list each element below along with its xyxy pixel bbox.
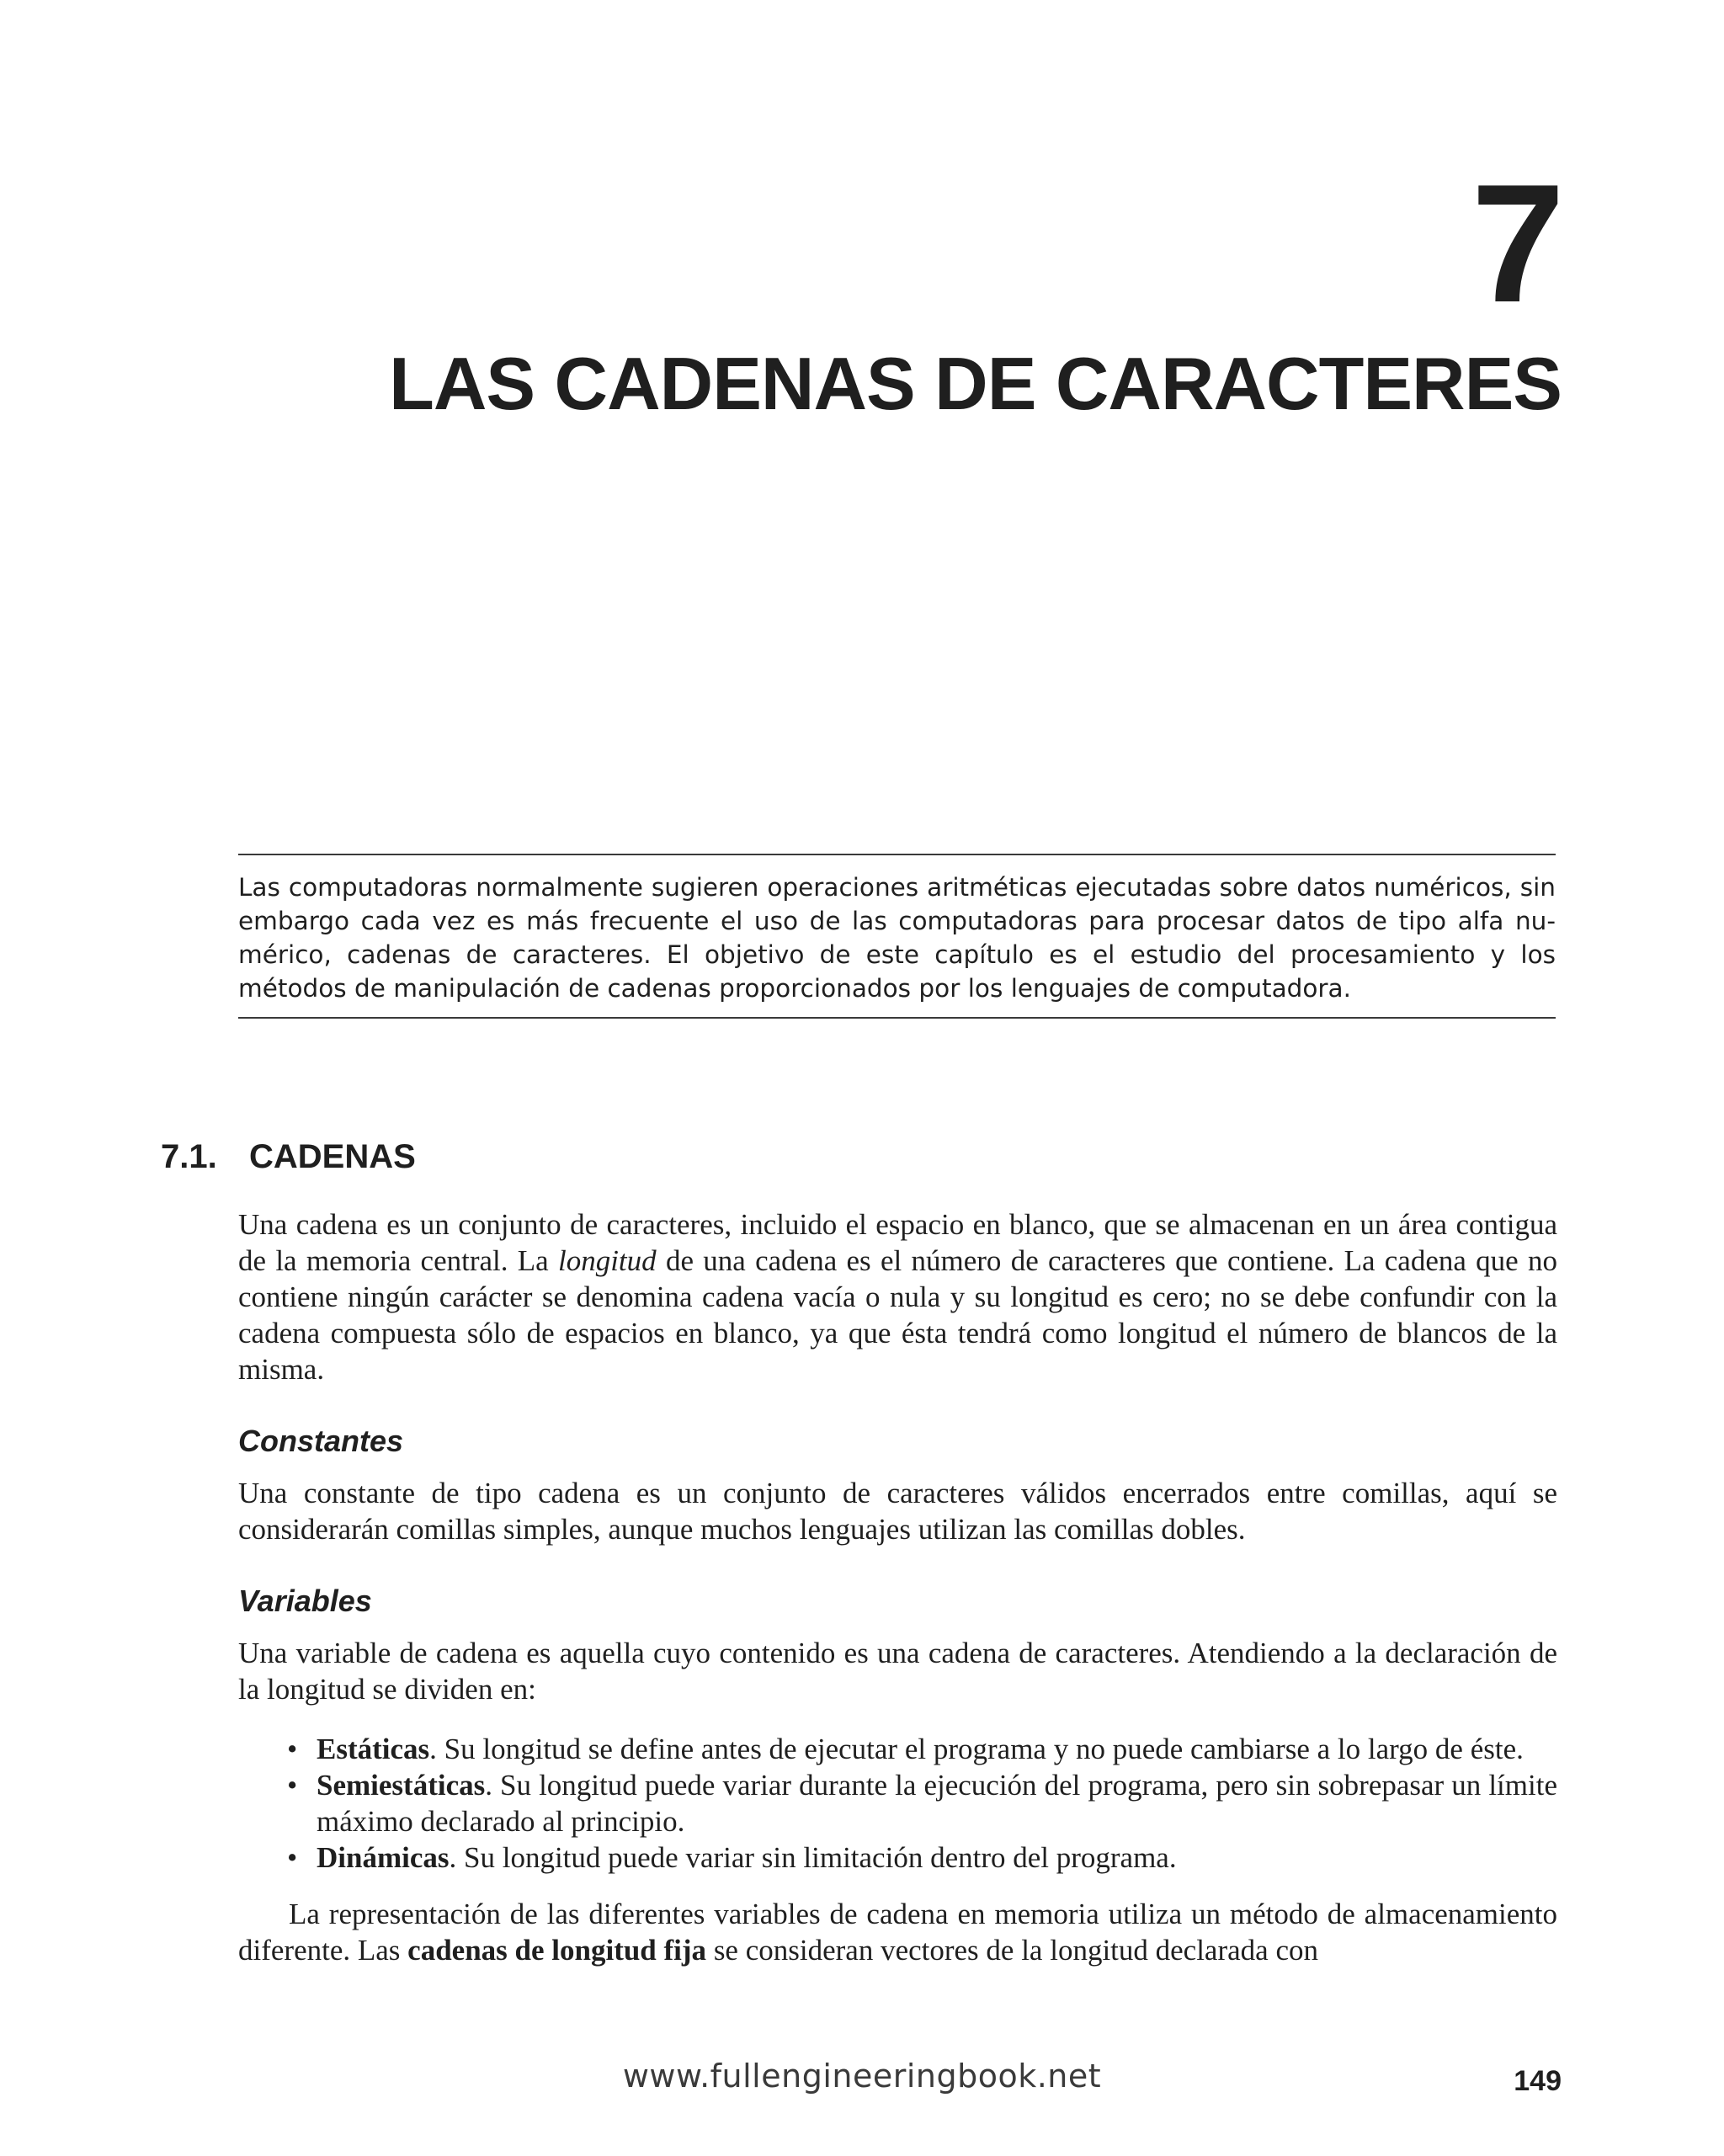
abstract-text: Las computadoras normalmente sugieren operaciones aritméticas ejecutadas sobre datos numéricos, sin embargo cada vez es más frecuente el uso de las computadoras para procesar datos de tipo alfa numérico, cadenas de caracteres. El objetivo de este capítulo es el estudio del procesamiento y los métodos de manipulación de cadenas proporcionados por los lenguajes de computadora. xyxy=(238,873,1556,1003)
subheading-constantes: Constantes xyxy=(238,1424,404,1458)
section-title: CADENAS xyxy=(249,1138,416,1175)
footer-url: www.fullengineeringbook.net xyxy=(622,2058,1102,2095)
variables-paragraph: Una variable de cadena es aquella cuyo contenido es una cadena de caracteres. Atendiendo a la declaración de la longitud se dividen en: xyxy=(238,1637,1557,1706)
list-item: • Estáticas. Su longitud se define antes de ejecutar el programa y no puede cambiarse a lo largo de éste. xyxy=(287,1733,1524,1765)
section-body xyxy=(238,1206,1557,1968)
bullet-icon: • xyxy=(287,1841,298,1874)
constantes-paragraph: Una constante de tipo cadena es un conjunto de caracteres válidos encerrados entre comillas, aquí se considerarán comillas simples, aunque muchos lenguajes utilizan las comillas dobles. xyxy=(238,1477,1557,1546)
bullet-icon: • xyxy=(287,1733,298,1765)
variable-types-list xyxy=(238,1731,1557,1876)
list-item: • Semiestáticas. Su longitud puede variar durante la ejecución del programa, pero sin sobrepasar un límite máximo declarado al principio. xyxy=(287,1769,1557,1838)
page-number: 149 xyxy=(1514,2065,1562,2097)
subheading-variables: Variables xyxy=(238,1584,372,1618)
term-longitud: longitud xyxy=(557,1244,657,1277)
chapter-title: LAS CADENAS DE CARACTERES xyxy=(389,342,1562,425)
chapter-abstract xyxy=(238,854,1556,1019)
intro-paragraph: Una cadena es un conjunto de caracteres, incluido el espacio en blanco, que se almacenan en un área contigua de la memoria central. La longitud de una cadena es el número de caracteres que contiene. La cadena que no contiene ningún carácter se denomina cadena vacía o nula y su longitud es cero; no se debe confundir con la cadena compuesta sólo de espacios en blanco, ya que ésta tendrá como longitud el número de blancos de la misma. xyxy=(238,1208,1558,1386)
closing-paragraph: La representación de las diferentes variables de cadena en memoria utiliza un método de almacenamiento diferente. Las cadenas de longitud fija se consideran vectores de la longitud declarada con xyxy=(238,1898,1557,1967)
chapter-number: 7 xyxy=(1471,150,1562,338)
term-cadenas-longitud-fija: cadenas de longitud fija xyxy=(407,1934,707,1967)
bullet-icon: • xyxy=(287,1769,298,1802)
section-number: 7.1. xyxy=(161,1138,217,1175)
section-heading xyxy=(161,1137,416,1177)
list-item: • Dinámicas. Su longitud puede variar sin limitación dentro del programa. xyxy=(287,1841,1177,1874)
